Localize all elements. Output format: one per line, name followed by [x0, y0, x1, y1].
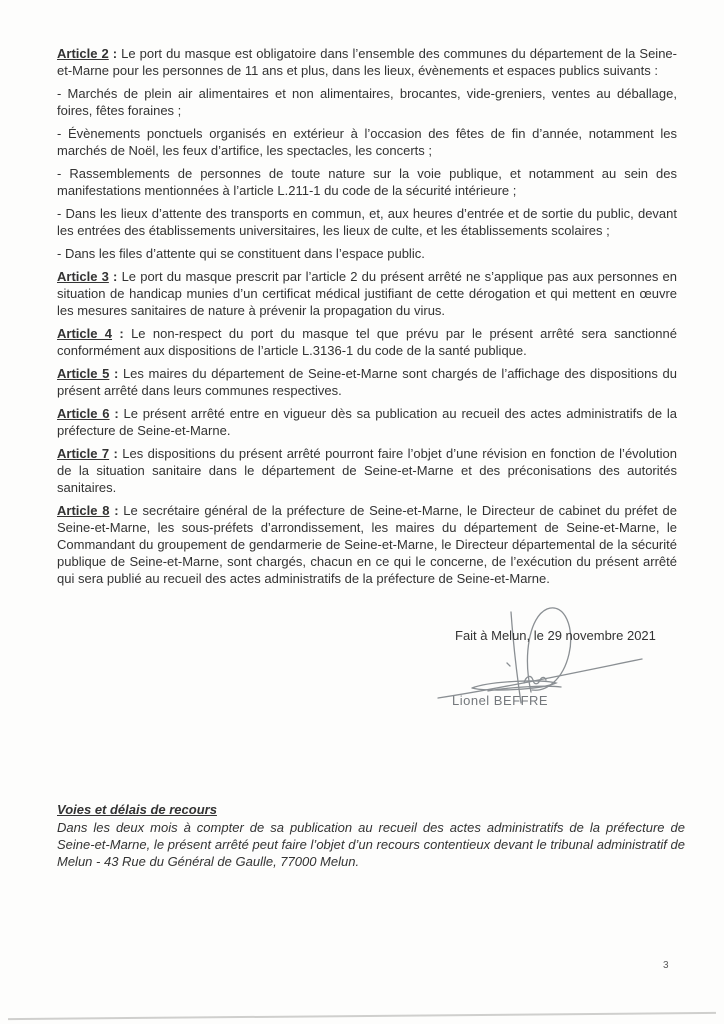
article-4-paragraph [57, 325, 677, 359]
article-2-text: Le port du masque est obligatoire dans l’ensemble des communes du département de la Seine-et-Marne pour les personnes de 11 ans et plus, dans les lieux, évènements et espaces publics suivants : [57, 46, 677, 78]
appeal-notice-title: Voies et délais de recours [57, 802, 217, 817]
bullet-item: - Dans les files d’attente qui se constituent dans l’espace public. [57, 246, 425, 261]
article-7-separator: : [109, 446, 123, 461]
article-8-separator: : [109, 503, 124, 518]
article-3-label: Article 3 [57, 269, 109, 284]
article-6-label: Article 6 [57, 406, 110, 421]
article-7-label: Article 7 [57, 446, 110, 461]
article-3-paragraph [57, 268, 677, 319]
scan-edge-line [8, 1012, 716, 1020]
article-6-paragraph [57, 405, 677, 439]
bullet-item: - Évènements ponctuels organisés en extérieur à l’occasion des fêtes de fin d’année, notamment les marchés de Noël, les feux d’artifice, les spectacles, les concerts ; [57, 126, 677, 158]
appeal-notice-text: Dans les deux mois à compter de sa publication au recueil des actes administratifs de la préfecture de Seine-et-Marne, le présent arrêté peut faire l’objet d’un recours contentieux devant le tribunal administratif de Melun - 43 Rue du Général de Gaulle, 77000 Melun. [57, 820, 685, 869]
appeal-notice [57, 801, 685, 870]
article-6-text: Le présent arrêté entre en vigueur dès sa publication au recueil des actes administratifs de la préfecture de Seine-et-Marne. [57, 406, 677, 438]
page-number: 3 [663, 960, 669, 971]
article-8-label: Article 8 [57, 503, 110, 518]
bullet-item: - Dans les lieux d’attente des transports en commun, et, aux heures d’entrée et de sortie du public, devant les entrées des établissements universitaires, les lieux de culte, et les établissements scolaires ; [57, 206, 677, 238]
signature-name: Lionel BEFFRE [452, 693, 549, 708]
article-8-paragraph [57, 502, 677, 587]
article-6-separator: : [109, 406, 124, 421]
article-5-paragraph [57, 365, 677, 399]
article-3-separator: : [108, 269, 122, 284]
article-4-label: Article 4 [57, 326, 113, 341]
article-5-text: Les maires du département de Seine-et-Marne sont chargés de l’affichage des dispositions du présent arrêté dans leurs communes respectives. [57, 366, 677, 398]
article-7-paragraph [57, 445, 677, 496]
signature-place-date: Fait à Melun, le 29 novembre 2021 [455, 628, 656, 643]
article-2-paragraph [57, 45, 677, 79]
article-7-text: Les dispositions du présent arrêté pourront faire l’objet d’une révision en fonction de l’évolution de la situation sanitaire dans le département de Seine-et-Marne et des préconisations des autorités sanitaires. [57, 446, 677, 495]
article-3-text: Le port du masque prescrit par l’article 2 du présent arrêté ne s’applique pas aux personnes en situation de handicap munies d’un certificat médical justifiant de cette dérogation et qui mettent en œuvre les mesures sanitaires de nature à prévenir la propagation du virus. [57, 269, 677, 318]
article-4-separator: : [112, 326, 132, 341]
article-2-separator: : [108, 46, 122, 61]
handwritten-signature [428, 592, 678, 727]
article-5-separator: : [109, 366, 123, 381]
bullet-item: - Rassemblements de personnes de toute nature sur la voie publique, et notamment au sein des manifestations mentionnées à l’article L.211-1 du code de la sécurité intérieure ; [57, 166, 677, 198]
bullet-item: - Marchés de plein air alimentaires et non alimentaires, brocantes, vide-greniers, ventes au déballage, foires, fêtes foraines ; [57, 86, 677, 118]
signature-block [428, 592, 678, 727]
article-2-label: Article 2 [57, 46, 109, 61]
article-5-label: Article 5 [57, 366, 110, 381]
article-4-text: Le non-respect du port du masque tel que prévu par le présent arrêté sera sanctionné conformément aux dispositions de l’article L.3136-1 du code de la santé publique. [57, 326, 677, 358]
article-8-text: Le secrétaire général de la préfecture de Seine-et-Marne, le Directeur de cabinet du préfet de Seine-et-Marne, les sous-préfets d’arrondissement, les maires du département de Seine-et-Marne, le Commandant du groupement de gendarmerie de Seine-et-Marne, le Directeur départemental de la sécurité publique de Seine-et-Marne, sont chargés, chacun en ce qui le concerne, de l’exécution du présent arrêté qui sera publié au recueil des actes administratifs de la préfecture de Seine-et-Marne. [57, 503, 677, 586]
document-body [57, 45, 677, 593]
